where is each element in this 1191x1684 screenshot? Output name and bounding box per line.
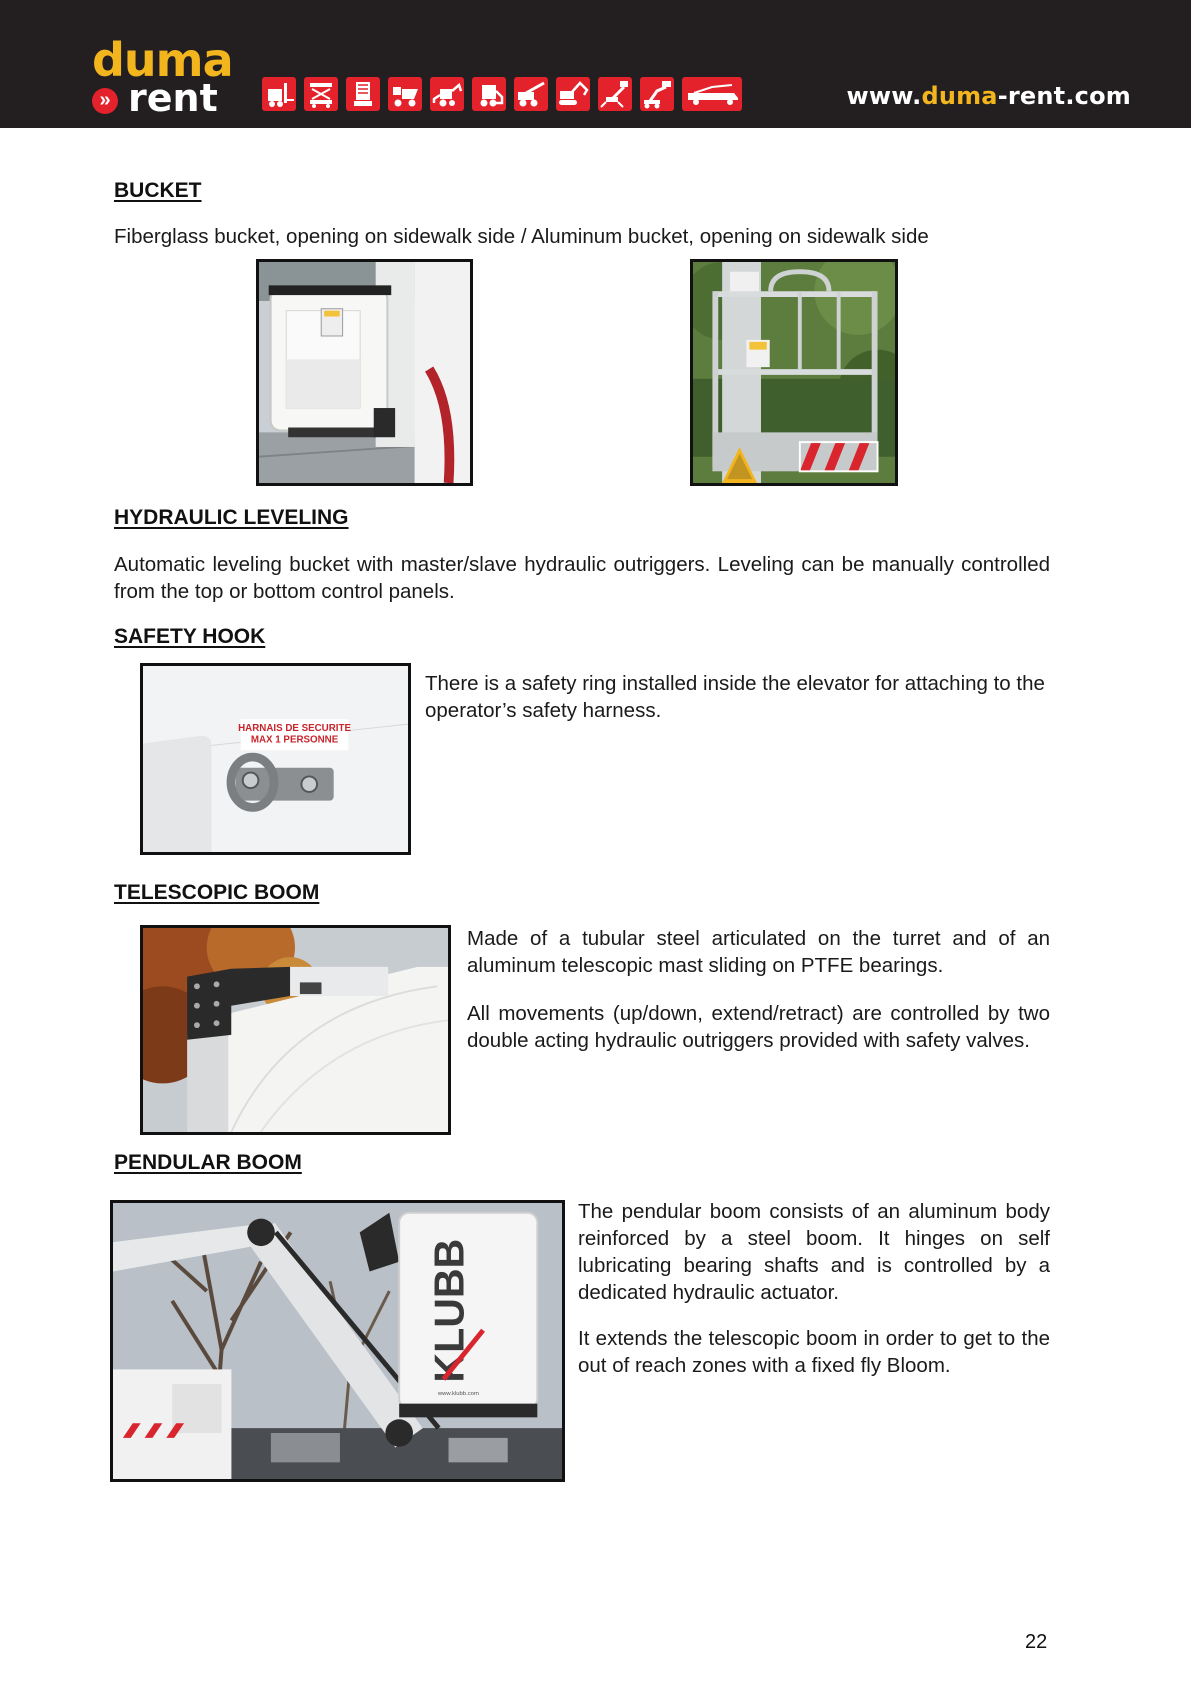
- pendular-boom-heading: PENDULAR BOOM: [114, 1151, 302, 1174]
- backhoe-icon: [430, 77, 464, 111]
- duma-rent-logo[interactable]: [92, 33, 242, 120]
- website-url-link[interactable]: [847, 82, 1131, 110]
- excavator-icon: [556, 77, 590, 111]
- telescopic-boom-photo: [140, 925, 451, 1135]
- header-bar: [0, 0, 1191, 128]
- bucket-text: Fiberglass bucket, opening on sidewalk side / Aluminum bucket, opening on sidewalk side: [114, 225, 929, 248]
- klubb-url-text: www.klubb.com: [437, 1390, 479, 1397]
- page-number: 22: [1025, 1631, 1048, 1653]
- klubb-brand-text: KLUBB: [426, 1238, 473, 1383]
- telescopic-boom-heading: TELESCOPIC BOOM: [114, 881, 320, 904]
- logo-rent-text: rent: [128, 76, 218, 120]
- compactor-icon: [346, 77, 380, 111]
- telescopic-boom-text-2: All movements (up/down, extend/retract) are controlled by two double acting hydraulic outriggers provided with safety valves.: [467, 1002, 1050, 1052]
- hydraulic-leveling-text: Automatic leveling bucket with master/slave hydraulic outriggers. Leveling can be manually controlled from the top or bottom control panels.: [114, 553, 1050, 603]
- hydraulic-leveling-heading: HYDRAULIC LEVELING: [114, 506, 349, 529]
- spider-lift-icon: [598, 77, 632, 111]
- telescopic-boom-text-1: Made of a tubular steel articulated on the turret and of an aluminum telescopic mast sliding on PTFE bearings.: [467, 927, 1050, 977]
- skid-steer-icon: [472, 77, 506, 111]
- safety-hook-text: There is a safety ring installed inside the elevator for attaching to the operator’s safety harness.: [425, 672, 1045, 722]
- fiberglass-bucket-photo: [256, 259, 473, 486]
- url-highlight: duma: [921, 82, 998, 110]
- logo-chevron-icon: »: [92, 88, 118, 114]
- telehandler-icon: [514, 77, 548, 111]
- logo-duma-text: duma: [92, 33, 233, 87]
- aluminum-bucket-photo: [690, 259, 898, 486]
- safety-hook-photo: [140, 663, 411, 855]
- forklift-icon: [262, 77, 296, 111]
- boom-lift-icon: [640, 77, 674, 111]
- truck-platform-icon: [682, 77, 742, 111]
- url-prefix: www.: [846, 82, 922, 110]
- harness-label-line2: MAX 1 PERSONNE: [250, 734, 339, 746]
- harness-label-line1: HARNAIS DE SECURITE: [238, 722, 351, 734]
- pendular-boom-text-1: The pendular boom consists of an aluminum body reinforced by a steel boom. It hinges on self lubricating bearing shafts and is controlled by a dedicated hydraulic actuator.: [578, 1200, 1050, 1304]
- scissor-lift-icon: [304, 77, 338, 111]
- safety-hook-heading: SAFETY HOOK: [114, 625, 266, 648]
- pendular-boom-text-2: It extends the telescopic boom in order to get to the out of reach zones with a fixed fly Bloom.: [578, 1327, 1050, 1377]
- pendular-boom-photo: [110, 1200, 565, 1482]
- url-suffix: -rent.com: [997, 82, 1131, 110]
- bucket-heading: BUCKET: [114, 179, 202, 202]
- mini-dumper-icon: [388, 77, 422, 111]
- equipment-icon-strip: [262, 77, 742, 111]
